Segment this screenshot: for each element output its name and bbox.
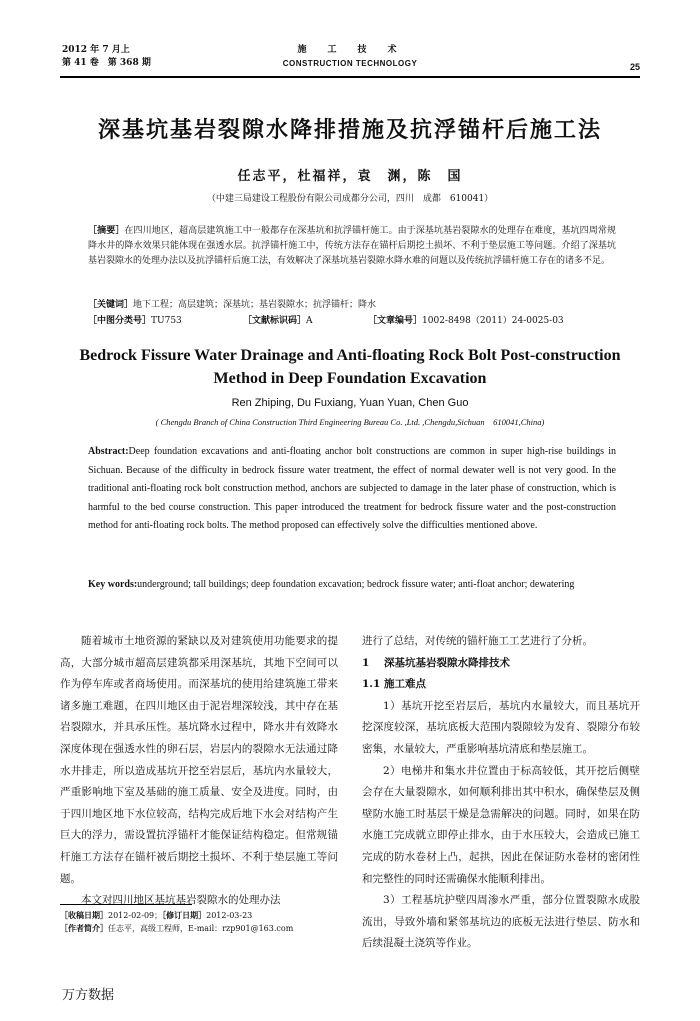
- keywords-cn: [88, 298, 616, 312]
- doc-code-value: A: [306, 316, 313, 326]
- body-column-left: [60, 631, 338, 912]
- keywords-cn-label: ［关键词］: [88, 300, 134, 310]
- author-info: 任志平，高级工程师，E-mail：rzp901@163.com: [108, 924, 294, 933]
- abstract-cn: [88, 224, 616, 269]
- author-info-label: ［作者简介］: [60, 923, 108, 933]
- keywords-en-text: underground; tall buildings; deep foundation excavation; bedrock fissure water; anti-float anchor; dewatering: [137, 579, 575, 590]
- article-number: [368, 314, 564, 328]
- clc-value: TU753: [151, 316, 182, 326]
- footnote: [60, 909, 350, 935]
- article-number-value: 1002-8498（2011）24-0025-03: [422, 316, 564, 326]
- affiliation-en: ( Chengdu Branch of China Construction Third Engineering Bureau Co. ,Ltd. ,Chengdu,Sichuan 610041,China): [155, 417, 545, 427]
- section-1-1-number: 1.1: [362, 678, 381, 691]
- header-journal: [250, 44, 450, 70]
- footnote-dates: [60, 909, 350, 922]
- header-volume: 第 41 卷 第 368 期: [62, 58, 151, 68]
- section-1-1-heading: [362, 674, 640, 696]
- journal-name-cn: 施 工 技 术: [297, 45, 403, 55]
- keywords-en: [88, 576, 616, 594]
- difficulty-item-3: 3）工程基坑护壁四周渗水严重，部分位置裂隙水成股流出，导致外墙和紧邻基坑边的底板无法进行垫层、防水和后续混凝土浇筑等作业。: [362, 894, 640, 950]
- abstract-en-label: Abstract:: [88, 446, 129, 457]
- watermark: 万方数据: [62, 988, 115, 1003]
- received-date: 2012-02-09；: [108, 911, 163, 920]
- section-1-heading: [362, 653, 640, 675]
- revised-date: 2012-03-23: [206, 911, 253, 920]
- intro-paragraph-continued: 进行了总结，对传统的锚杆施工工艺进行了分析。: [362, 635, 593, 647]
- received-label: ［收稿日期］: [60, 910, 108, 920]
- body-column-right: [362, 631, 640, 955]
- classification-row: [88, 314, 616, 328]
- intro-paragraph-1: 随着城市土地资源的紧缺以及对建筑使用功能要求的提高，大部分城市超高层建筑都采用深基坑，其地下空间可以作为停车库或者商场使用。而深基坑的使用给建筑施工带来诸多施工难题，在四川地区由于泥岩埋深较浅，其中存在基岩裂隙水，并具承压性。基坑降水过程中，降水井有效降水深度体现在强透水性的卵石层，岩层内的裂隙水无法通过降水井排走，所以造成基坑开挖至岩层后，基坑内水量较大，严重影响地下室及基础的施工质量、安全及进度。同时，由于四川地区地下水位较高，结构完成后地下水会对结构产生巨大的浮力，需设置抗浮锚杆才能保证结构稳定。但常规锚杆施工方法存在锚杆被后期挖土损坏、不利于垫层施工等问题。: [60, 635, 338, 885]
- article-number-label: ［文章编号］: [368, 316, 423, 326]
- difficulty-item-1: 1）基坑开挖至岩层后，基坑内水量较大，而且基坑开挖深度较深，基坑底板大范围内裂隙较为发育、裂隙分布较密集，水量较大，严重影响基坑清底和垫层施工。: [362, 699, 640, 755]
- section-1-title: 深基坑基岩裂隙水降排技术: [384, 656, 510, 669]
- abstract-cn-label: ［摘要］: [88, 226, 125, 236]
- intro-paragraph-2: 本文对四川地区基坑基岩裂隙水的处理办法: [81, 894, 281, 907]
- footnote-author: [60, 922, 350, 935]
- header-issue-info: [62, 44, 151, 70]
- revised-label: ［修订日期］: [162, 910, 207, 920]
- paper-title-cn: 深基坑基岩裂隙水降排措施及抗浮锚杆后施工法: [97, 117, 602, 143]
- difficulty-item-2: 2）电梯井和集水井位置由于标高较低，其开挖后侧壁会存在大量裂隙水，如何顺利排出其中积水，确保垫层及侧壁防水施工时基层干燥是急需解决的问题。同时，如果在防水施工完成就立即停止排水，由于水压较大，会造成已施工完成的防水卷材上凸，起拱，因此在保证防水卷材的密闭性和完整性的同时还需确保水能顺利排出。: [362, 764, 640, 885]
- section-1-number: 1: [362, 656, 370, 669]
- abstract-en: [88, 443, 616, 536]
- doc-code-label: ［文献标识码］: [243, 316, 307, 326]
- page-number: 25: [629, 62, 640, 72]
- affiliation-cn: （中建三局建设工程股份有限公司成都分公司，四川 成都 610041）: [206, 194, 494, 204]
- section-1-1-title: 施工难点: [384, 678, 426, 691]
- doc-code: [243, 314, 368, 328]
- keywords-cn-text: 地下工程；高层建筑；深基坑；基岩裂隙水；抗浮锚杆；降水: [133, 300, 377, 310]
- abstract-cn-text: 在四川地区，超高层建筑施工中一般都存在深基坑和抗浮锚杆施工。由于深基坑基岩裂隙水的处理存在难度，基坑四周常规降水井的降水效果只能体现在强透水层。抗浮锚杆施工中，传统方法存在锚杆后期挖土损坏、不利于垫层施工等问题。介绍了深基坑基岩裂隙水的处理办法以及抗浮锚杆后施工法，有效解决了深基坑基岩裂隙水降水难的问题以及传统抗浮锚杆施工存在的诸多不足。: [88, 226, 616, 266]
- abstract-en-text: Deep foundation excavations and anti-floating anchor bolt constructions are common in super high-rise buildings in Sichuan. Because of the difficulty in bedrock fissure water treatment, the effect of normal dewater well is not very good. In the traditional anti-floating rock bolt construction method, anchors are subjected to damage in the later phase of construction, which is harmful to the bed course construction. This paper introduced the treatment for bedrock fissure water and the post-construction method for anti-floating rock bolts. The method proposed can effectively solve the difficulties mentioned above.: [88, 446, 616, 532]
- keywords-en-label: Key words:: [88, 579, 138, 590]
- header-rule: [60, 76, 640, 78]
- journal-name-en: CONSTRUCTION TECHNOLOGY: [282, 59, 418, 68]
- paper-title-en: Bedrock Fissure Water Drainage and Anti-floating Rock Bolt Post-construction Method in Deep Foundation Excavation: [79, 347, 621, 387]
- footnote-rule: [60, 904, 192, 905]
- authors-en: Ren Zhiping, Du Fuxiang, Yuan Yuan, Chen Guo: [231, 397, 469, 409]
- clc-number: [88, 314, 243, 328]
- clc-label: ［中图分类号］: [88, 316, 152, 326]
- authors-cn: 任志平，杜福祥，袁 渊，陈 国: [237, 169, 463, 184]
- header-date: 2012 年 7 月上: [62, 45, 130, 55]
